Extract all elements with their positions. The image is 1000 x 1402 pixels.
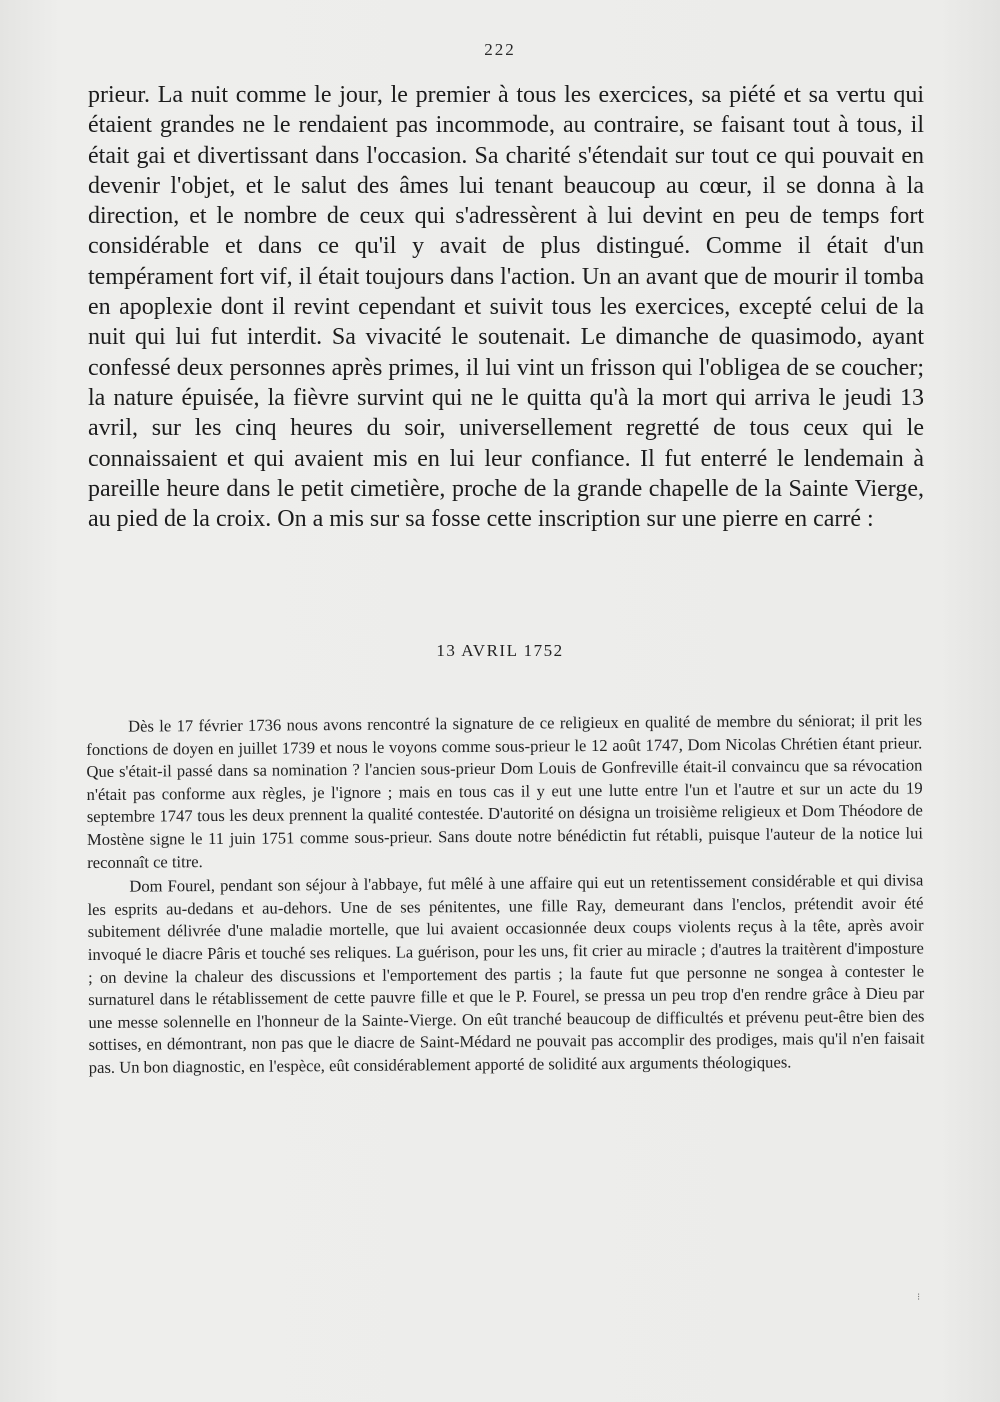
footnote-paragraph: Dès le 17 février 1736 nous avons rencontré la signature de ce religieux en qualité de membre du séniorat; il prit les fonctions de doyen en juillet 1739 et nous le voyons comme sous-prieur le 12 août 1747, Dom Nicolas Chrétien étant prieur. Que s'était-il passé dans sa nomination ? l'ancien sous-prieur Dom Louis de Gonfreville était-il convaincu que sa révocation n'était pas conforme aux règles, je l'ignore ; mais en tous cas il y eut une lutte entre l'un et l'autre et sur un acte du 19 septembre 1747 tous les deux prennent la qualité contestée. D'autorité on désigna un troisième religieux et Dom Théodore de Mostène signe le 11 juin 1751 comme sous-prieur. Sans doute notre bénédictin fut rétabli, puisque l'auteur de la notice lui reconnaît ce titre.	[86, 710, 924, 872]
footnote-block	[86, 709, 925, 1079]
footnote-paragraph: Dom Fourel, pendant son séjour à l'abbaye, fut mêlé à une affaire qui eut un retentissement considérable et qui divisa les esprits au-dedans et au-dehors. Une de ses pénitentes, une fille Ray, demeurant dans l'enclos, prétendit avoir été subitement délivrée d'une maladie mortelle, que lui avaient occasionnée deux coups violents reçus à la tête, après avoir invoqué le diacre Pâris et touché ses reliques. La guérison, pour les uns, fit crier au miracle ; d'autres la traitèrent d'imposture ; on devine la chaleur des discussions et l'emportement des partis ; la faute fut que personne ne songea à contester le surnaturel dans le rétablissement de cette pauvre fille et que le P. Fourel, se pressa un peu trop d'en rendre grâce à Dieu par une messe solennelle en l'honneur de la Sainte-Vierge. On eût tranché beaucoup de difficultés et prévenu peut-être bien des sottises, en démontrant, non pas que le diacre de Saint-Médard ne pouvait pas accomplir des prodiges, mais qu'il n'en faisait pas. Un bon diagnostic, en l'espèce, eût considérablement apporté de solidité aux arguments théologiques.	[87, 870, 925, 1077]
scan-edge-mark: ⁝	[917, 1292, 921, 1303]
inscription-date-heading: 13 AVRIL 1752	[436, 641, 564, 660]
main-body-text: prieur. La nuit comme le jour, le premier à tous les exercices, sa piété et sa vertu qui étaient grandes ne le rendaient pas incommode, au contraire, se faisant tout à tous, il était gai et divertissant dans l'occasion. Sa charité s'étendait sur tout ce qui pouvait en devenir l'objet, et le salut des âmes lui tenant beaucoup au cœur, il se donna à la direction, et le nombre de ceux qui s'adressèrent à lui devint en peu de temps fort considérable et dans ce qu'il y avait de plus distingué. Comme il était d'un tempérament fort vif, il était toujours dans l'action. Un an avant que de mourir il tomba en apoplexie dont il revint cependant et suivit tous les exercices, excepté celui de la nuit qui lui fut interdit. Sa vivacité le soutenait. Le dimanche de quasimodo, ayant confessé deux personnes après primes, il lui vint un frisson qui l'obligea de se coucher; la nature épuisée, la fièvre survint qui ne le quitta qu'à la mort qui arriva le jeudi 13 avril, sur les cinq heures du soir, universellement regretté de tous ceux qui le connaissaient et qui avaient mis en lui leur confiance. Il fut enterré le lendemain à pareille heure dans le petit cimetière, proche de la grande chapelle de la Sainte Vierge, au pied de la croix. On a mis sur sa fosse cette inscription sur une pierre en carré :	[88, 82, 924, 533]
page-number: 222	[484, 40, 516, 59]
